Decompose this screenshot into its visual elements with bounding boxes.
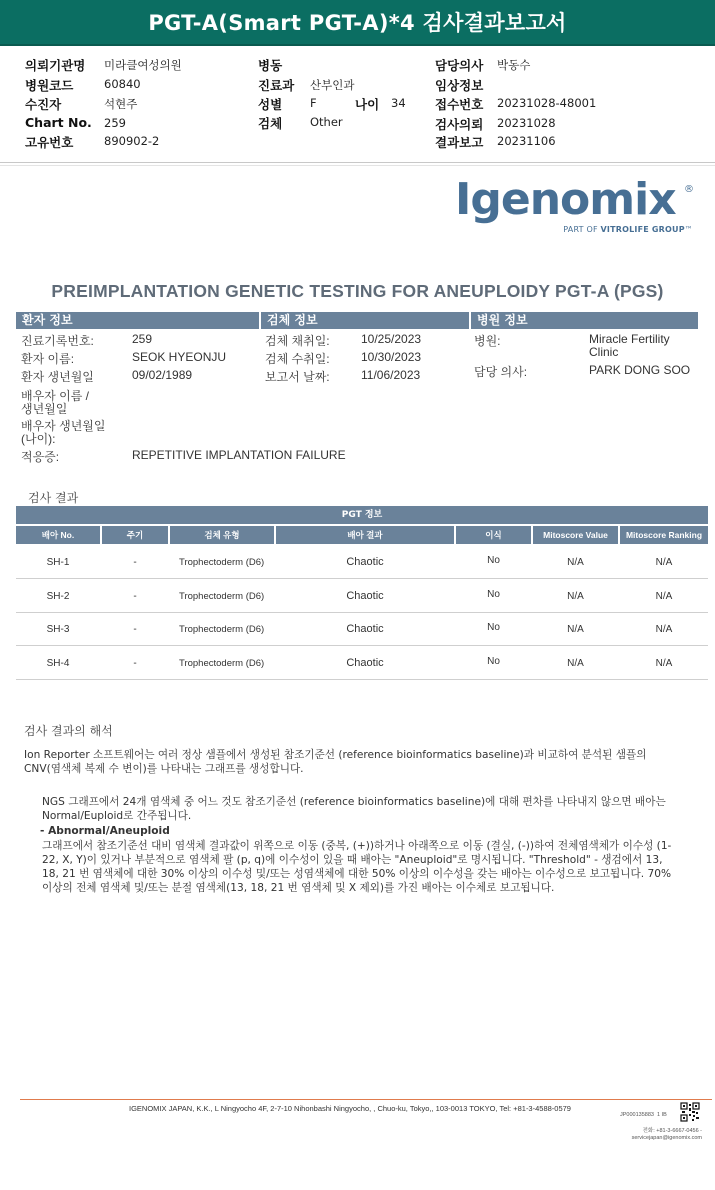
footer-phone: 전화: +81-3-6667-0456 - xyxy=(642,1128,702,1134)
sex-value: F xyxy=(310,96,317,110)
aneuploid-title-text: - Abnormal/Aneuploid xyxy=(40,825,170,837)
report-title: PGT-A(Smart PGT-A)*4 검사결과보고서 xyxy=(148,11,567,35)
document-code: JP000135883 xyxy=(620,1112,654,1118)
request-date-label: 검사의뢰 xyxy=(435,117,484,132)
cell-mitoscore-value: N/A xyxy=(567,624,584,635)
footer-email: servicejapan@igenomix.com xyxy=(631,1135,702,1141)
hospital-info-header: 병원 정보 xyxy=(471,312,698,329)
spouse-name-label-line2: 생년월일 xyxy=(21,402,68,416)
cell-embryo-no: SH-3 xyxy=(46,624,70,635)
cell-embryo-result: Chaotic xyxy=(346,656,384,669)
sex-label: 성별 xyxy=(258,97,283,112)
collected-date-label: 검체 채취일: xyxy=(265,334,330,348)
logo-wordmark: Igenomix xyxy=(455,174,676,225)
received-date-label: 검체 수취일: xyxy=(265,352,330,366)
cell-embryo-no: SH-4 xyxy=(46,657,70,669)
indication-value: REPETITIVE IMPLANTATION FAILURE xyxy=(132,448,346,462)
patient-info-header: 환자 정보 xyxy=(16,312,259,329)
doctor-value: 박동수 xyxy=(497,58,531,72)
cell-mitoscore-ranking: N/A xyxy=(655,590,673,602)
header-divider xyxy=(0,162,715,163)
age-value: 34 xyxy=(391,96,406,110)
logo-registered-mark: ® xyxy=(684,184,694,195)
attending-doctor-label: 담당 의사: xyxy=(474,365,528,379)
logo-tagline-brand: VITROLIFE GROUP xyxy=(600,225,685,234)
cell-transfer: No xyxy=(487,555,500,566)
aneuploid-title xyxy=(40,824,680,838)
table-row xyxy=(16,613,708,646)
patient-value: 석현주 xyxy=(104,97,138,111)
indication-label: 적응증: xyxy=(21,450,60,464)
footer-address: IGENOMIX JAPAN, K.K., L Ningyocho 4F, 2-7-10 Nihonbashi Ningyocho, , Chuo-ku, Tokyo,, 103-0013 TOKYO, Tel: +81-3-4588-0579 xyxy=(129,1104,571,1113)
logo-tagline xyxy=(563,225,693,234)
column-header-cycle: 주기 xyxy=(102,526,168,544)
logo-tagline-tm: ™ xyxy=(684,225,693,234)
cell-cycle: - xyxy=(133,624,137,635)
cell-specimen-type: Trophectoderm (D6) xyxy=(179,590,265,602)
department-value: 산부인과 xyxy=(310,78,355,92)
interpretation-heading: 검사 결과의 해석 xyxy=(24,724,113,738)
spouse-dob-label-line2: (나이): xyxy=(21,432,56,446)
report-date-label-2: 보고서 날짜: xyxy=(265,370,330,384)
hospital-name-value-line2: Clinic xyxy=(589,345,619,359)
patient-name-value: SEOK HYEONJU xyxy=(132,350,227,364)
cell-mitoscore-ranking: N/A xyxy=(655,624,673,635)
institution-value: 미라클여성의원 xyxy=(104,58,182,72)
unique-id-label: 고유번호 xyxy=(25,135,74,150)
interpretation-paragraph-1: Ion Reporter 소프트웨어는 여러 정상 샘플에서 생성된 참조기준선 (reference bioinformatics baseline)과 비교하여 분석된 샘플의 CNV(염색체 복제 수 변이)를 나타내는 그래프를 생성합니다. xyxy=(24,749,647,775)
cell-transfer: No xyxy=(487,655,500,667)
chart-number-label: 진료기록번호: xyxy=(21,334,94,348)
cell-cycle: - xyxy=(133,657,137,669)
interpretation-paragraph-3: 그래프에서 참조기준선 대비 염색체 결과값이 위쪽으로 이동 (중복, (+))하거나 아래쪽으로 이동 (결실, (-))하여 전체염색체가 이수성 (1-22, X, Y)이 있거나 부분적으로 염색체 팔 (p, q)에 이수성이 있을 때 배아는 "Aneuploid"로 명시됩니다. "Threshold" - 생검에서 13, 18, 21 번 염색체에 대한 30% 이상의 이수성 및/또는 성염색체에 대한 50% 이상의 이수성을 갖는 배아는 이수성으로 보고됩니다. 70% 이상의 전체 염색체 및/또는 분절 염색체(13, 18, 21 번 염색체 및 X 제외)를 가진 배아는 이수체로 보고됩니다. xyxy=(42,840,672,894)
footer-divider xyxy=(20,1099,712,1100)
page-indicator: 1 IB xyxy=(657,1112,667,1118)
received-date-value: 10/30/2023 xyxy=(361,350,422,364)
doctor-label: 담당의사 xyxy=(435,58,484,73)
clinical-info-label: 임상정보 xyxy=(435,78,484,93)
cell-transfer: No xyxy=(487,622,500,633)
spouse-dob-label-line1: 배우자 생년월일 xyxy=(21,419,106,433)
cell-cycle: - xyxy=(133,590,137,602)
qr-code-icon xyxy=(680,1102,700,1122)
footer-document-code xyxy=(620,1112,667,1118)
receipt-no-value: 20231028-48001 xyxy=(497,96,597,110)
column-header-embryo-no: 배아 No. xyxy=(16,526,100,544)
patient-label: 수진자 xyxy=(25,97,62,112)
chart-no-label: Chart No. xyxy=(25,115,92,130)
cell-embryo-no: SH-2 xyxy=(46,590,70,602)
table-row xyxy=(16,647,708,680)
pgt-info-bar: PGT 정보 xyxy=(16,506,708,524)
specimen-type-label: 검체 xyxy=(258,116,283,131)
spouse-name-label-line1: 배우자 이름 / xyxy=(21,389,89,403)
request-date-value: 20231028 xyxy=(497,116,556,130)
column-header-specimen-type: 검체 유형 xyxy=(170,526,274,544)
column-header-mitoscore-value: Mitoscore Value xyxy=(533,526,618,544)
cell-mitoscore-value: N/A xyxy=(567,557,584,568)
document-title: PREIMPLANTATION GENETIC TESTING FOR ANEUPLOIDY PGT-A (PGS) xyxy=(51,281,664,301)
report-date-label: 결과보고 xyxy=(435,135,484,150)
unique-id-value: 890902-2 xyxy=(104,134,160,148)
cell-mitoscore-value: N/A xyxy=(567,590,584,602)
logo-tagline-prefix: PART OF xyxy=(563,225,601,234)
patient-dob-value: 09/02/1989 xyxy=(132,368,193,382)
cell-mitoscore-value: N/A xyxy=(567,657,584,669)
cell-specimen-type: Trophectoderm (D6) xyxy=(179,624,265,635)
header-divider-secondary xyxy=(0,165,715,166)
cell-mitoscore-ranking: N/A xyxy=(655,657,673,669)
chart-number-value: 259 xyxy=(132,332,153,346)
department-label: 진료과 xyxy=(258,78,295,93)
collected-date-value: 10/25/2023 xyxy=(361,332,422,346)
column-header-embryo-result: 배아 결과 xyxy=(276,526,454,544)
receipt-no-label: 접수번호 xyxy=(435,97,484,112)
cell-mitoscore-ranking: N/A xyxy=(655,557,673,568)
column-header-mitoscore-ranking: Mitoscore Ranking xyxy=(620,526,708,544)
cell-embryo-no: SH-1 xyxy=(46,557,70,568)
hospital-name-value-line1: Miracle Fertility xyxy=(589,332,670,346)
patient-dob-label: 환자 생년월일 xyxy=(21,370,94,384)
column-header-transfer: 이식 xyxy=(456,526,531,544)
patient-name-label: 환자 이름: xyxy=(21,352,75,366)
results-heading: 검사 결과 xyxy=(28,491,79,505)
specimen-type-value: Other xyxy=(310,115,343,129)
chart-no-value: 259 xyxy=(104,116,126,130)
cell-transfer: No xyxy=(487,588,500,600)
interpretation-paragraph-2: NGS 그래프에서 24개 염색체 중 어느 것도 참조기준선 (reference bioinformatics baseline)에 대해 편차를 나타내지 않으면 배아는 Normal/Euploid로 간주됩니다. xyxy=(42,796,666,822)
igenomix-logo xyxy=(455,176,695,238)
report-title-bar xyxy=(0,0,715,46)
attending-doctor-value: PARK DONG SOO xyxy=(589,363,691,377)
hospital-code-label: 병원코드 xyxy=(25,78,74,93)
ward-label: 병동 xyxy=(258,58,283,73)
cell-embryo-result: Chaotic xyxy=(346,623,384,635)
age-label: 나이 xyxy=(355,97,380,112)
table-row xyxy=(16,546,708,579)
request-header xyxy=(0,52,715,152)
table-row xyxy=(16,580,708,613)
cell-embryo-result: Chaotic xyxy=(346,589,384,602)
report-date-value: 20231106 xyxy=(497,134,556,148)
cell-embryo-result: Chaotic xyxy=(346,556,384,568)
cell-specimen-type: Trophectoderm (D6) xyxy=(179,657,265,669)
hospital-name-label: 병원: xyxy=(474,334,501,348)
specimen-info-header: 검체 정보 xyxy=(261,312,469,329)
institution-label: 의뢰기관명 xyxy=(25,58,86,73)
report-date-value-2: 11/06/2023 xyxy=(361,368,421,382)
footer-contact xyxy=(612,1128,702,1142)
cell-specimen-type: Trophectoderm (D6) xyxy=(179,557,265,568)
hospital-code-value: 60840 xyxy=(104,77,141,91)
cell-cycle: - xyxy=(133,557,137,568)
